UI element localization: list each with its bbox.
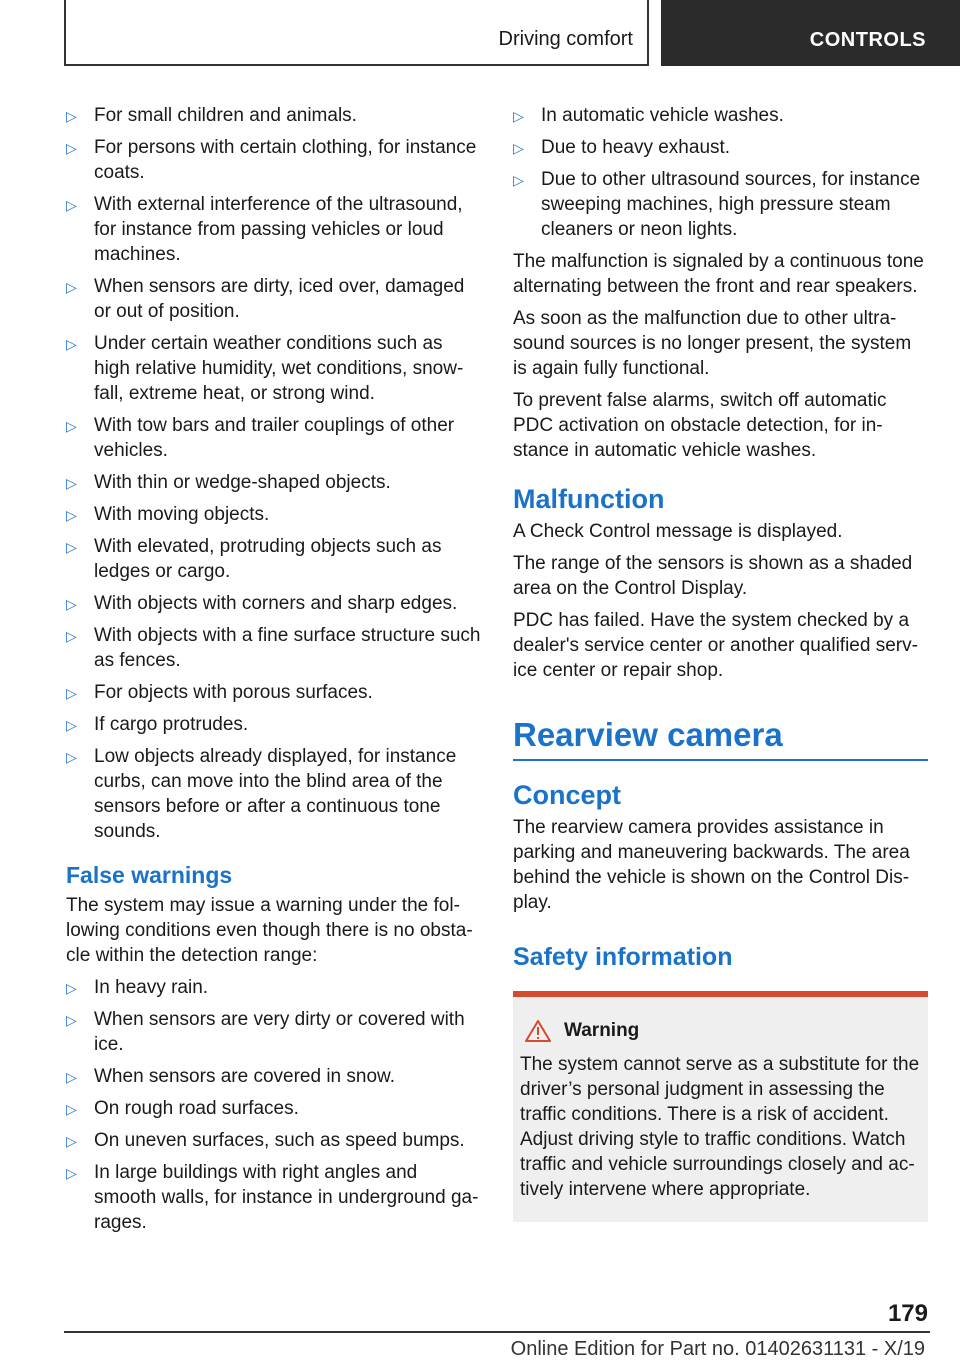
list-item [66, 331, 482, 406]
list-item-text: Due to heavy exhaust. [541, 137, 731, 158]
list-item-text: When sensors are covered in snow. [94, 1066, 395, 1087]
bullet-triangle-icon: ▷ [513, 108, 524, 124]
warning-title: Warning [564, 1020, 640, 1041]
concept-heading: Concept [513, 780, 621, 810]
list-item [66, 623, 482, 673]
header-chapter-box [661, 0, 960, 66]
list-item [513, 135, 928, 160]
bullet-triangle-icon: ▷ [66, 197, 77, 213]
list-item [513, 103, 928, 128]
section-title: Driving comfort [498, 28, 633, 50]
false-warnings-intro: The system may issue a warning under the fol-lowing conditions even though there is no obsta-cle within the detection range: [66, 895, 473, 966]
ultrasound-restore-text: As soon as the malfunction due to other ultra-sound sources is no longer present, the system is again fully functional. [513, 308, 912, 379]
list-item [66, 470, 482, 495]
list-item-text: Under certain weather conditions such as high relative humidity, wet conditions, snow-fall, extreme heat, or strong wind. [94, 333, 464, 404]
malfunction-text-1: A Check Control message is displayed. [513, 521, 843, 542]
list-item-text: Due to other ultrasound sources, for instance sweeping machines, high pressure steam cleaners or neon lights. [541, 169, 921, 240]
list-item [66, 680, 482, 705]
false-warnings-list [66, 975, 482, 1235]
warning-header [520, 1019, 922, 1043]
bullet-triangle-icon: ▷ [66, 418, 77, 434]
list-item [66, 274, 482, 324]
list-item-text: Low objects already displayed, for instance curbs, can move into the blind area of the sensors before or after a continuous tone sounds. [94, 746, 457, 842]
list-item-text: When sensors are very dirty or covered with ice. [94, 1009, 465, 1055]
false-warnings-heading: False warnings [66, 862, 233, 888]
bullet-triangle-icon: ▷ [66, 596, 77, 612]
list-item-text: With tow bars and trailer couplings of other vehicles. [94, 415, 455, 461]
warning-box [513, 991, 928, 1222]
list-item-text: In large buildings with right angles and smooth walls, for instance in underground ga-rages. [94, 1162, 479, 1233]
edition-info: Online Edition for Part no. 01402631131 - X/19 [510, 1338, 925, 1360]
false-warnings-list-cont [513, 103, 928, 242]
list-item-text: When sensors are dirty, iced over, damaged or out of position. [94, 276, 465, 322]
bullet-triangle-icon: ▷ [513, 172, 524, 188]
warning-triangle-icon [524, 1019, 552, 1043]
list-item [66, 192, 482, 267]
bullet-triangle-icon: ▷ [66, 685, 77, 701]
bullet-triangle-icon: ▷ [66, 1165, 77, 1181]
safety-information-heading: Safety information [513, 943, 733, 971]
list-item [66, 413, 482, 463]
list-item [66, 135, 482, 185]
list-item-text: For persons with certain clothing, for instance coats. [94, 137, 477, 183]
list-item [66, 1064, 482, 1089]
list-item [66, 975, 482, 1000]
list-item [66, 1160, 482, 1235]
bullet-triangle-icon: ▷ [66, 749, 77, 765]
list-item-text: If cargo protrudes. [94, 714, 249, 735]
bullet-triangle-icon: ▷ [66, 1133, 77, 1149]
bullet-triangle-icon: ▷ [66, 1101, 77, 1117]
concept-text: The rearview camera provides assistance in parking and maneuvering backwards. The area behind the vehicle is shown on the Control Dis-play. [513, 817, 910, 913]
list-item [66, 534, 482, 584]
bullet-triangle-icon: ▷ [513, 140, 524, 156]
malfunction-text-3: PDC has failed. Have the system checked by a dealer's service center or another qualified serv-ice center or repair shop. [513, 610, 918, 681]
list-item-text: With thin or wedge-shaped objects. [94, 472, 391, 493]
list-item-text: With objects with a fine surface structure such as fences. [94, 625, 481, 671]
list-item-text: For objects with porous surfaces. [94, 682, 373, 703]
false-alarm-prevention-text: To prevent false alarms, switch off automatic PDC activation on obstacle detection, for in-stance in automatic vehicle washes. [513, 390, 887, 461]
list-item-text: With external interference of the ultrasound, for instance from passing vehicles or loud machines. [94, 194, 463, 265]
list-item-text: On uneven surfaces, such as speed bumps. [94, 1130, 465, 1151]
bullet-triangle-icon: ▷ [66, 539, 77, 555]
list-item [66, 502, 482, 527]
list-item-text: With moving objects. [94, 504, 270, 525]
rearview-camera-heading: Rearview camera [513, 715, 928, 761]
bullet-triangle-icon: ▷ [66, 279, 77, 295]
list-item [513, 167, 928, 242]
list-item [66, 103, 482, 128]
right-column [513, 103, 928, 1222]
bullet-triangle-icon: ▷ [66, 628, 77, 644]
bullet-triangle-icon: ▷ [66, 980, 77, 996]
bullet-triangle-icon: ▷ [66, 1012, 77, 1028]
list-item-text: With objects with corners and sharp edges. [94, 593, 458, 614]
list-item [66, 744, 482, 844]
header-section-box [64, 0, 649, 66]
list-item [66, 1096, 482, 1121]
list-item-text: For small children and animals. [94, 105, 357, 126]
bullet-triangle-icon: ▷ [66, 140, 77, 156]
list-item [66, 591, 482, 616]
list-item [66, 1128, 482, 1153]
page-number: 179 [887, 1300, 928, 1327]
bullet-triangle-icon: ▷ [66, 507, 77, 523]
malfunction-signal-text: The malfunction is signaled by a continuous tone alternating between the front and rear speakers. [513, 251, 924, 297]
bullet-triangle-icon: ▷ [66, 336, 77, 352]
left-column [66, 103, 482, 1242]
bullet-triangle-icon: ▷ [66, 1069, 77, 1085]
list-item-text: With elevated, protruding objects such as ledges or cargo. [94, 536, 442, 582]
bullet-triangle-icon: ▷ [66, 108, 77, 124]
list-item [66, 712, 482, 737]
malfunction-text-2: The range of the sensors is shown as a shaded area on the Control Display. [513, 553, 913, 599]
malfunction-heading: Malfunction [513, 484, 665, 514]
list-item [66, 1007, 482, 1057]
chapter-title: CONTROLS [809, 29, 926, 51]
warning-text: The system cannot serve as a substitute for the driver’s personal judgment in assessing the traffic conditions. There is a risk of accident. Adjust driving style to traffic conditions. Watch traffic and vehicle surroundings closely and ac-tively intervene where appropriate. [520, 1054, 920, 1200]
list-item-text: In heavy rain. [94, 977, 209, 998]
bullet-triangle-icon: ▷ [66, 475, 77, 491]
list-item-text: In automatic vehicle washes. [541, 105, 784, 126]
list-item-text: On rough road surfaces. [94, 1098, 299, 1119]
bullet-triangle-icon: ▷ [66, 717, 77, 733]
footer-divider [64, 1331, 930, 1333]
limitations-list [66, 103, 482, 844]
